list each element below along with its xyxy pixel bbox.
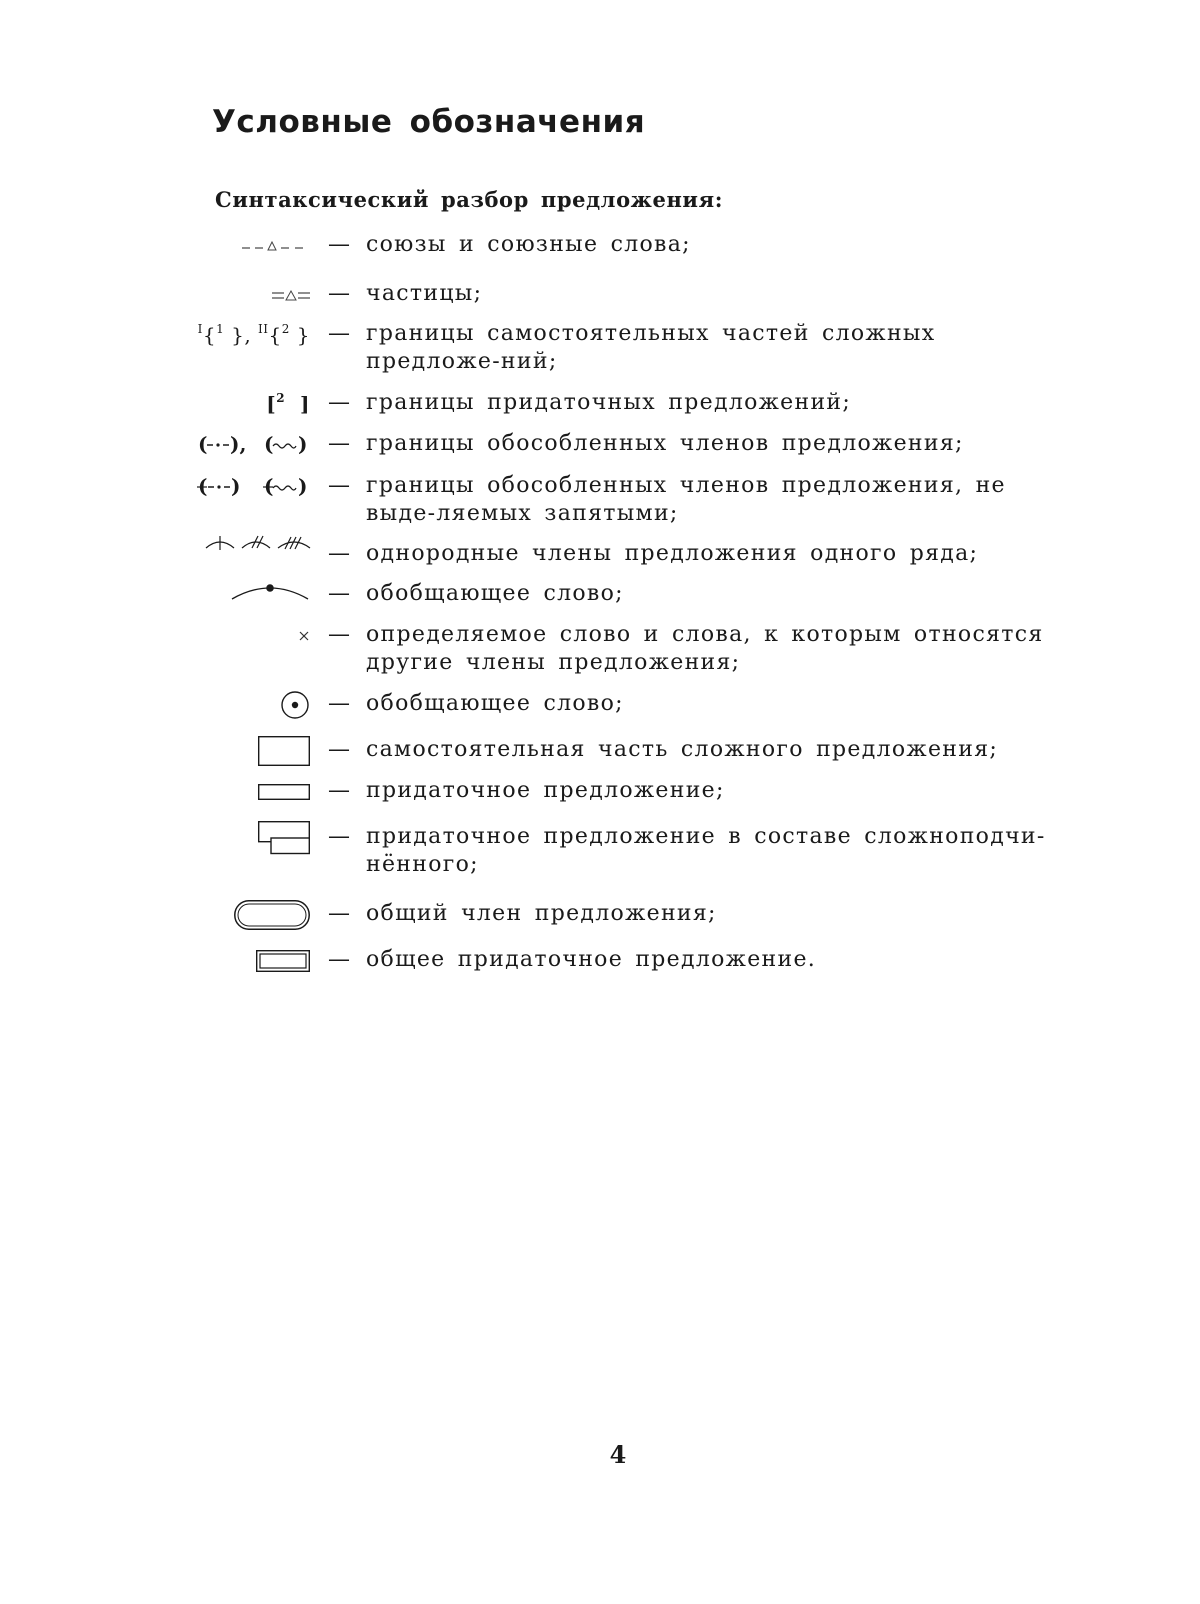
legend-description: обобщающее слово; [366, 691, 624, 716]
isolated-members-no-comma-icon [160, 472, 310, 502]
legend-dash: — [328, 901, 350, 926]
svg-text:): ) [298, 474, 308, 498]
legend-dash: — [328, 281, 350, 306]
subordinate-bracket: [$^2$ ] [266, 391, 310, 416]
defined-word-cross-icon [160, 621, 310, 651]
nested-subordinate-box-icon [160, 821, 310, 855]
page-number: 4 [609, 1440, 627, 1469]
legend-dash: — [328, 541, 350, 566]
legend-description: самостоятельная часть сложного предложения; [366, 737, 999, 762]
legend-dash: — [328, 390, 350, 415]
independent-part-box-icon [160, 736, 310, 766]
roman-numeral: II [258, 322, 269, 336]
legend-description: обобщающее слово; [366, 581, 624, 606]
legend-dash: — [328, 431, 350, 456]
legend-dash: — [328, 778, 350, 803]
clause-number: 2 [276, 391, 286, 405]
legend-dash: — [328, 691, 350, 716]
page-title: Условные обозначения [212, 104, 646, 140]
compound-part-braces: $^I${$^1$ }, $^{II}${$^2$ } [197, 322, 310, 347]
legend-dash: — [328, 824, 350, 849]
legend-description: придаточное предложение; [366, 778, 725, 803]
legend-dash: — [328, 947, 350, 972]
svg-text:): ) [231, 474, 241, 498]
legend-description: придаточное предложение в составе сложноподчи-нённого; [366, 824, 1046, 877]
particle-marker-icon [160, 280, 310, 310]
part-number: 1 [216, 322, 225, 336]
section-title: Синтаксический разбор предложения: [215, 187, 724, 212]
legend-description: общее придаточное предложение. [366, 947, 817, 972]
svg-text:(: ( [198, 432, 208, 456]
legend-dash: — [328, 581, 350, 606]
common-subordinate-double-box-icon [160, 946, 310, 976]
legend-dash: — [328, 737, 350, 762]
legend-dash: — [328, 622, 350, 647]
svg-text:(: ( [198, 474, 208, 498]
subordinate-clause-box-icon [160, 777, 310, 807]
roman-numeral: I [197, 322, 203, 336]
legend-description: союзы и союзные слова; [366, 232, 691, 257]
legend-description: границы придаточных предложений; [366, 390, 852, 415]
generalizing-word-arc-icon [160, 574, 310, 604]
legend-description: границы обособленных членов предложения; [366, 431, 964, 456]
legend-dash: — [328, 473, 350, 498]
legend-description: однородные члены предложения одного ряда; [366, 541, 979, 566]
svg-text:(: ( [264, 474, 274, 498]
svg-text:): ) [298, 432, 308, 456]
svg-text:),: ), [230, 432, 247, 456]
isolated-members-icon [160, 430, 310, 460]
legend-description: общий член предложения; [366, 901, 717, 926]
conjunction-marker-icon [160, 231, 310, 261]
legend-description: границы самостоятельных частей сложных предложе-ний; [366, 321, 936, 374]
legend-description: определяемое слово и слова, к которым относятся другие члены предложения; [366, 622, 1044, 675]
svg-text:(: ( [264, 432, 274, 456]
legend-dash: — [328, 321, 350, 346]
legend-dash: — [328, 232, 350, 257]
homogeneous-members-icon [160, 528, 310, 558]
part-number: 2 [281, 322, 290, 336]
legend-description: частицы; [366, 281, 483, 306]
generalizing-word-circle-icon [160, 690, 310, 720]
common-member-oval-icon [160, 900, 310, 930]
legend-description: границы обособленных членов предложения, не выде-ляемых запятыми; [366, 473, 1006, 526]
